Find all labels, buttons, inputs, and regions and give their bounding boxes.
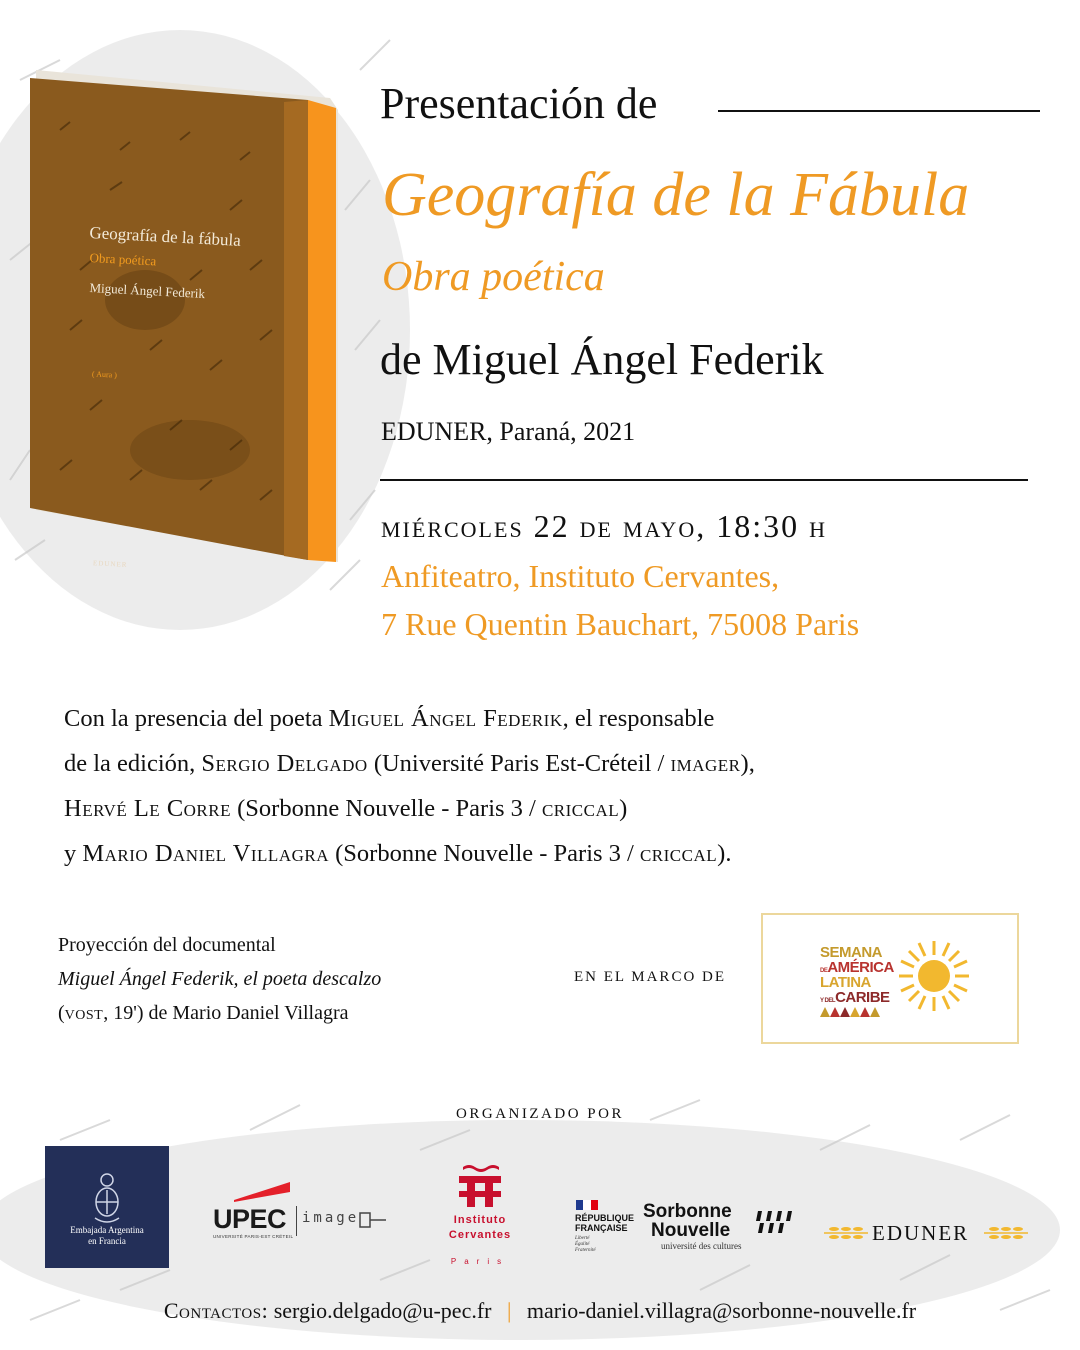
- sorbonne-tagline: université des cultures: [661, 1241, 742, 1251]
- text: (: [58, 1002, 65, 1024]
- cervantes-city: Paris: [450, 1257, 510, 1266]
- cervantes-line1: Instituto: [453, 1214, 507, 1226]
- book-author-line: de Miguel Ángel Federik: [380, 335, 824, 384]
- wheat-right-icon: [984, 1223, 1030, 1243]
- text: Égalité: [575, 1242, 590, 1247]
- upec-red-mark-icon: [232, 1180, 292, 1202]
- contacts-line: [0, 1298, 1080, 1324]
- cover-subtitle: Obra poética: [89, 250, 157, 269]
- participants-line1: [64, 696, 755, 741]
- sorbonne-marks-icon: [756, 1209, 792, 1235]
- cover-collection: ( Aura ): [91, 369, 118, 380]
- research-group: imager: [670, 750, 741, 777]
- text: DE: [820, 968, 828, 974]
- organizers-label: ORGANIZADO POR: [456, 1106, 624, 1122]
- imager-symbol-icon: [358, 1210, 388, 1230]
- semana-america-latina-logo: [761, 913, 1019, 1044]
- rf-motto: [575, 1236, 596, 1254]
- heading-divider-bottom: [380, 479, 1028, 481]
- event-date: miércoles 22 de mayo, 18:30 h: [381, 508, 827, 544]
- text: ).: [717, 840, 732, 867]
- documentary-format: vost: [64, 1002, 104, 1024]
- book-subtitle: Obra poética: [382, 254, 605, 300]
- cover-author: Miguel Ángel Federik: [89, 280, 206, 302]
- upec-wordmark: UPEC: [213, 1204, 287, 1234]
- event-venue-line2: 7 Rue Quentin Bauchart, 75008 Paris: [381, 606, 860, 642]
- imager-wordmark: image: [302, 1210, 360, 1226]
- heading-divider-top: [718, 110, 1040, 112]
- event-venue-line1: Anfiteatro, Instituto Cervantes,: [381, 558, 780, 594]
- republique-francaise-logo: [575, 1200, 645, 1260]
- participants-line2: [64, 741, 755, 786]
- text: Y DEL: [820, 998, 836, 1004]
- text: Liberté: [575, 1236, 590, 1241]
- eduner-logo: [822, 1218, 1032, 1248]
- participants-line4: [64, 831, 755, 876]
- book-title: Geografía de la Fábula: [382, 161, 970, 229]
- semana-line1: SEMANA: [820, 944, 883, 961]
- semana-line3: LATINA: [820, 974, 871, 991]
- contact-email-delgado[interactable]: sergio.delgado@u-pec.fr: [273, 1298, 492, 1323]
- edition-info: EDUNER, Paraná, 2021: [381, 417, 636, 446]
- semana-pattern-icon: [820, 1007, 884, 1017]
- contacts-separator: |: [506, 1298, 512, 1323]
- french-flag-icon: [576, 1200, 598, 1210]
- cover-publisher: EDUNER: [92, 559, 128, 569]
- participant-name: Sergio Delgado: [201, 750, 368, 777]
- documentary-line1: Proyección del documental: [58, 934, 276, 956]
- presentation-heading: Presentación de: [380, 79, 658, 128]
- documentary-title: Miguel Ángel Federik, el poeta descalzo: [58, 968, 382, 990]
- wheat-left-icon: [822, 1223, 868, 1243]
- text: ): [619, 795, 628, 822]
- instituto-cervantes-logo: [440, 1163, 520, 1273]
- embajada-argentina-logo: [45, 1146, 169, 1268]
- text: (Université Paris Est-Créteil /: [367, 750, 671, 777]
- contact-email-villagra[interactable]: mario-daniel.villagra@sorbonne-nouvelle.fr: [526, 1298, 917, 1323]
- argentina-coat-of-arms-icon: [89, 1168, 125, 1224]
- participant-name: Hervé Le Corre: [64, 795, 231, 822]
- sorbonne-line1: Sorbonne: [643, 1201, 732, 1222]
- text: (Sorbonne Nouvelle - Paris 3 /: [329, 840, 640, 867]
- participant-name: Mario Daniel Villagra: [82, 840, 329, 867]
- book-cover-art: [30, 70, 340, 562]
- contacts-label: Contactos:: [163, 1298, 269, 1323]
- participant-name: Miguel Ángel Federik: [328, 705, 563, 732]
- book-cover-illustration: [30, 70, 340, 569]
- rf-line2: FRANÇAISE: [575, 1223, 628, 1233]
- text: Fraternité: [575, 1248, 596, 1253]
- documentary-line3: [58, 996, 381, 1030]
- semana-logo: [815, 937, 975, 1023]
- text: , 19') de Mario Daniel Villagra: [103, 1002, 349, 1024]
- cervantes-line2: Cervantes: [448, 1229, 512, 1241]
- upec-subtitle: UNIVERSITÉ PARIS-EST CRÉTEIL: [213, 1234, 294, 1239]
- text: (Sorbonne Nouvelle - Paris 3 /: [231, 795, 542, 822]
- upec-divider: [296, 1206, 297, 1236]
- research-group: criccal: [541, 795, 620, 822]
- research-group: criccal: [639, 840, 718, 867]
- text: y: [64, 840, 83, 867]
- upec-imager-logo: [210, 1178, 390, 1248]
- text: CARIBE: [835, 989, 890, 1006]
- text: , el responsable: [562, 705, 715, 732]
- sorbonne-nouvelle-logo: [643, 1203, 793, 1258]
- cover-title: Geografía de la fábula: [89, 223, 242, 250]
- cervantes-emblem-icon: [455, 1163, 505, 1209]
- sorbonne-line2: Nouvelle: [651, 1220, 731, 1241]
- eduner-wordmark: EDUNER: [872, 1221, 970, 1245]
- documentary-info: [58, 928, 381, 1030]
- text: Con la presencia del poeta: [64, 705, 329, 732]
- rf-line1: RÉPUBLIQUE: [575, 1213, 635, 1223]
- text: AMÉRICA: [827, 959, 894, 976]
- participants-paragraph: [64, 696, 755, 876]
- text: ),: [740, 750, 755, 777]
- framework-label: EN EL MARCO DE: [574, 969, 727, 985]
- embajada-line1: Embajada Argentina: [70, 1225, 144, 1235]
- sun-icon: [897, 939, 971, 1013]
- participants-line3: [64, 786, 755, 831]
- text: de la edición,: [64, 750, 202, 777]
- semana-line4: [820, 989, 890, 1006]
- embajada-line2: en Francia: [88, 1236, 126, 1246]
